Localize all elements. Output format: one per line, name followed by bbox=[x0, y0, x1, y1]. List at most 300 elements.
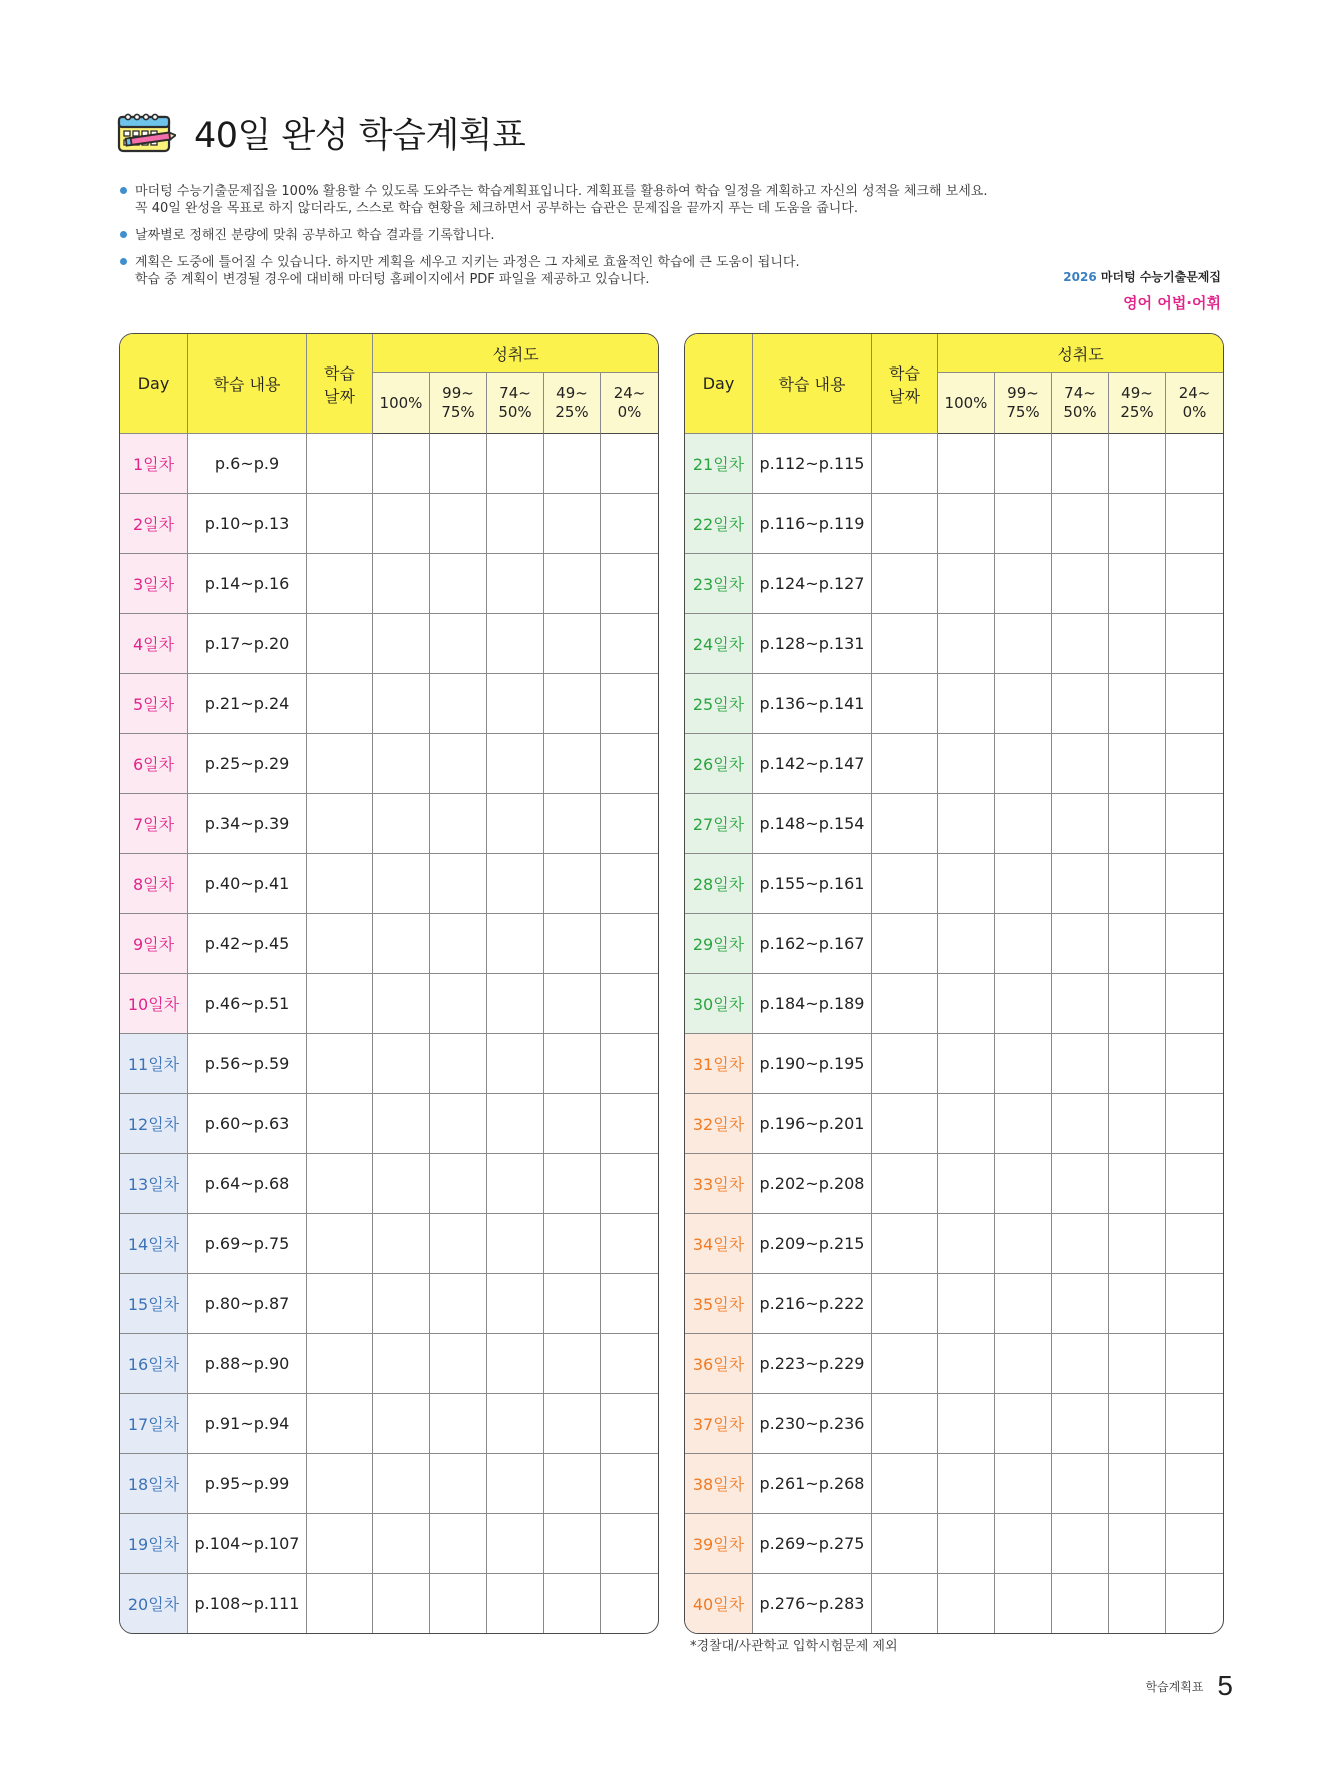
plan-row bbox=[685, 614, 1223, 674]
page-range: p.64~p.68 bbox=[188, 1154, 307, 1214]
achievement-cell[interactable] bbox=[1109, 494, 1166, 554]
achievement-cell[interactable] bbox=[938, 494, 995, 554]
achievement-cell[interactable] bbox=[995, 1034, 1052, 1094]
achievement-cell[interactable] bbox=[601, 1274, 658, 1334]
study-date-cell[interactable] bbox=[872, 974, 938, 1034]
intro-text: 꼭 40일 완성을 목표로 하지 않더라도, 스스로 학습 현황을 체크하면서 공부하는 습관은 문제집을 끝까지 푸는 데 도움을 줍니다. bbox=[135, 201, 858, 216]
achievement-cell[interactable] bbox=[601, 1454, 658, 1514]
intro-bullet-1 bbox=[120, 183, 1120, 217]
study-date-cell[interactable] bbox=[872, 914, 938, 974]
achievement-cell[interactable] bbox=[430, 1154, 487, 1214]
plan-row bbox=[685, 1034, 1223, 1094]
achievement-cell[interactable] bbox=[1166, 1454, 1223, 1514]
day-label: 3일차 bbox=[120, 554, 188, 614]
achievement-cell[interactable] bbox=[601, 554, 658, 614]
achievement-cell[interactable] bbox=[1109, 914, 1166, 974]
achievement-cell[interactable] bbox=[373, 614, 430, 674]
study-date-cell[interactable] bbox=[872, 494, 938, 554]
intro-text: 학습 중 계획이 변경될 경우에 대비해 마더텅 홈페이지에서 PDF 파일을 제공하고 있습니다. bbox=[135, 272, 650, 287]
achievement-cell[interactable] bbox=[995, 974, 1052, 1034]
achievement-cell[interactable] bbox=[430, 1094, 487, 1154]
achievement-cell[interactable] bbox=[487, 434, 544, 494]
achievement-cell[interactable] bbox=[1166, 1514, 1223, 1574]
day-label: 12일차 bbox=[120, 1094, 188, 1154]
achievement-cell[interactable] bbox=[373, 1334, 430, 1394]
study-date-cell[interactable] bbox=[872, 1094, 938, 1154]
achievement-cell[interactable] bbox=[601, 794, 658, 854]
plan-table-left bbox=[119, 333, 659, 1634]
achievement-cell[interactable] bbox=[430, 734, 487, 794]
page-range: p.14~p.16 bbox=[188, 554, 307, 614]
achievement-cell[interactable] bbox=[1052, 914, 1109, 974]
achievement-cell[interactable] bbox=[544, 494, 601, 554]
achievement-cell[interactable] bbox=[995, 1094, 1052, 1154]
achievement-cell[interactable] bbox=[1052, 554, 1109, 614]
page-range: p.223~p.229 bbox=[753, 1334, 872, 1394]
achievement-cell[interactable] bbox=[430, 1214, 487, 1274]
achievement-cell[interactable] bbox=[487, 614, 544, 674]
page-range: p.190~p.195 bbox=[753, 1034, 872, 1094]
achievement-cell[interactable] bbox=[373, 1034, 430, 1094]
achievement-cell[interactable] bbox=[430, 1574, 487, 1633]
achievement-cell[interactable] bbox=[601, 1034, 658, 1094]
achievement-cell[interactable] bbox=[1052, 1514, 1109, 1574]
achievement-cell[interactable] bbox=[1166, 614, 1223, 674]
achievement-cell[interactable] bbox=[601, 674, 658, 734]
achievement-cell[interactable] bbox=[1109, 1214, 1166, 1274]
achievement-cell[interactable] bbox=[487, 674, 544, 734]
achievement-cell[interactable] bbox=[430, 1034, 487, 1094]
achievement-cell[interactable] bbox=[544, 554, 601, 614]
achievement-cell[interactable] bbox=[1109, 1094, 1166, 1154]
achievement-cell[interactable] bbox=[938, 854, 995, 914]
achievement-cell[interactable] bbox=[1166, 794, 1223, 854]
header-level-line2: 25% bbox=[555, 403, 589, 421]
achievement-cell[interactable] bbox=[938, 974, 995, 1034]
achievement-cell[interactable] bbox=[373, 1154, 430, 1214]
achievement-cell[interactable] bbox=[938, 734, 995, 794]
achievement-cell[interactable] bbox=[373, 1574, 430, 1633]
header-level bbox=[1166, 373, 1223, 434]
achievement-cell[interactable] bbox=[1109, 1454, 1166, 1514]
study-date-cell[interactable] bbox=[307, 434, 373, 494]
achievement-cell[interactable] bbox=[601, 1214, 658, 1274]
study-date-cell[interactable] bbox=[307, 734, 373, 794]
achievement-cell[interactable] bbox=[373, 734, 430, 794]
achievement-cell[interactable] bbox=[995, 914, 1052, 974]
achievement-cell[interactable] bbox=[938, 554, 995, 614]
achievement-cell[interactable] bbox=[995, 554, 1052, 614]
study-date-cell[interactable] bbox=[872, 674, 938, 734]
achievement-cell[interactable] bbox=[1052, 614, 1109, 674]
header-date-line2: 날짜 bbox=[889, 386, 920, 406]
achievement-cell[interactable] bbox=[601, 1574, 658, 1633]
header-level bbox=[938, 373, 995, 434]
achievement-cell[interactable] bbox=[1109, 1274, 1166, 1334]
achievement-cell[interactable] bbox=[1166, 434, 1223, 494]
achievement-cell[interactable] bbox=[601, 854, 658, 914]
achievement-cell[interactable] bbox=[373, 854, 430, 914]
achievement-cell[interactable] bbox=[544, 1214, 601, 1274]
achievement-cell[interactable] bbox=[544, 914, 601, 974]
study-date-cell[interactable] bbox=[872, 1034, 938, 1094]
intro-bullet-3 bbox=[120, 254, 1120, 288]
plan-row bbox=[120, 1214, 658, 1274]
achievement-cell[interactable] bbox=[373, 554, 430, 614]
achievement-cell[interactable] bbox=[1052, 494, 1109, 554]
achievement-cell[interactable] bbox=[1166, 674, 1223, 734]
achievement-cell[interactable] bbox=[938, 1034, 995, 1094]
achievement-cell[interactable] bbox=[1109, 794, 1166, 854]
achievement-cell[interactable] bbox=[487, 1394, 544, 1454]
achievement-cell[interactable] bbox=[430, 554, 487, 614]
achievement-cell[interactable] bbox=[995, 794, 1052, 854]
day-label: 26일차 bbox=[685, 734, 753, 794]
achievement-cell[interactable] bbox=[995, 1574, 1052, 1633]
achievement-cell[interactable] bbox=[487, 794, 544, 854]
achievement-cell[interactable] bbox=[1052, 1274, 1109, 1334]
achievement-cell[interactable] bbox=[544, 614, 601, 674]
achievement-cell[interactable] bbox=[1109, 1034, 1166, 1094]
plan-row bbox=[120, 914, 658, 974]
study-date-cell[interactable] bbox=[872, 1454, 938, 1514]
achievement-cell[interactable] bbox=[938, 794, 995, 854]
achievement-cell[interactable] bbox=[601, 434, 658, 494]
achievement-cell[interactable] bbox=[1166, 1274, 1223, 1334]
achievement-cell[interactable] bbox=[1166, 554, 1223, 614]
achievement-cell[interactable] bbox=[487, 1154, 544, 1214]
achievement-cell[interactable] bbox=[544, 1454, 601, 1514]
achievement-cell[interactable] bbox=[995, 1454, 1052, 1514]
achievement-cell[interactable] bbox=[995, 854, 1052, 914]
achievement-cell[interactable] bbox=[373, 974, 430, 1034]
achievement-cell[interactable] bbox=[1109, 1574, 1166, 1633]
achievement-cell[interactable] bbox=[601, 914, 658, 974]
achievement-cell[interactable] bbox=[1052, 1214, 1109, 1274]
achievement-cell[interactable] bbox=[544, 434, 601, 494]
plan-row bbox=[120, 674, 658, 734]
achievement-cell[interactable] bbox=[1052, 674, 1109, 734]
achievement-cell[interactable] bbox=[1052, 1334, 1109, 1394]
achievement-cell[interactable] bbox=[938, 914, 995, 974]
plan-row bbox=[685, 1214, 1223, 1274]
achievement-cell[interactable] bbox=[373, 434, 430, 494]
header-level-line2: 75% bbox=[1006, 403, 1040, 421]
achievement-cell[interactable] bbox=[938, 434, 995, 494]
day-label: 11일차 bbox=[120, 1034, 188, 1094]
achievement-cell[interactable] bbox=[544, 674, 601, 734]
achievement-cell[interactable] bbox=[938, 614, 995, 674]
achievement-cell[interactable] bbox=[1166, 974, 1223, 1034]
study-date-cell[interactable] bbox=[872, 1514, 938, 1574]
study-date-cell[interactable] bbox=[307, 1514, 373, 1574]
study-date-cell[interactable] bbox=[307, 794, 373, 854]
study-date-cell[interactable] bbox=[307, 674, 373, 734]
page-range: p.10~p.13 bbox=[188, 494, 307, 554]
study-date-cell[interactable] bbox=[307, 1454, 373, 1514]
achievement-cell[interactable] bbox=[430, 914, 487, 974]
achievement-cell[interactable] bbox=[430, 1274, 487, 1334]
achievement-cell[interactable] bbox=[487, 494, 544, 554]
achievement-cell[interactable] bbox=[544, 1514, 601, 1574]
achievement-cell[interactable] bbox=[373, 1094, 430, 1154]
achievement-cell[interactable] bbox=[487, 1214, 544, 1274]
achievement-cell[interactable] bbox=[487, 554, 544, 614]
achievement-cell[interactable] bbox=[487, 914, 544, 974]
achievement-cell[interactable] bbox=[1052, 974, 1109, 1034]
day-label: 40일차 bbox=[685, 1574, 753, 1633]
achievement-cell[interactable] bbox=[1166, 734, 1223, 794]
header-level bbox=[1052, 373, 1109, 434]
achievement-cell[interactable] bbox=[487, 1094, 544, 1154]
achievement-cell[interactable] bbox=[1052, 1394, 1109, 1454]
achievement-cell[interactable] bbox=[1166, 494, 1223, 554]
achievement-cell[interactable] bbox=[1166, 1334, 1223, 1394]
achievement-cell[interactable] bbox=[373, 1514, 430, 1574]
achievement-cell[interactable] bbox=[601, 1154, 658, 1214]
page-range: p.34~p.39 bbox=[188, 794, 307, 854]
achievement-cell[interactable] bbox=[1166, 1214, 1223, 1274]
plan-row bbox=[120, 434, 658, 494]
study-date-cell[interactable] bbox=[307, 1154, 373, 1214]
achievement-cell[interactable] bbox=[995, 1334, 1052, 1394]
header-level-line2: 0% bbox=[617, 403, 642, 421]
achievement-cell[interactable] bbox=[430, 974, 487, 1034]
achievement-cell[interactable] bbox=[430, 614, 487, 674]
achievement-cell[interactable] bbox=[995, 1514, 1052, 1574]
achievement-cell[interactable] bbox=[373, 794, 430, 854]
achievement-cell[interactable] bbox=[601, 614, 658, 674]
achievement-cell[interactable] bbox=[995, 494, 1052, 554]
achievement-cell[interactable] bbox=[1109, 1154, 1166, 1214]
achievement-cell[interactable] bbox=[995, 434, 1052, 494]
achievement-cell[interactable] bbox=[1052, 1574, 1109, 1633]
achievement-cell[interactable] bbox=[544, 1034, 601, 1094]
achievement-cell[interactable] bbox=[487, 1454, 544, 1514]
header-level-line1: 24~ bbox=[1178, 384, 1211, 402]
achievement-cell[interactable] bbox=[373, 674, 430, 734]
study-date-cell[interactable] bbox=[872, 1394, 938, 1454]
achievement-cell[interactable] bbox=[938, 1154, 995, 1214]
achievement-cell[interactable] bbox=[544, 974, 601, 1034]
plan-row bbox=[685, 854, 1223, 914]
study-date-cell[interactable] bbox=[307, 1394, 373, 1454]
day-label: 37일차 bbox=[685, 1394, 753, 1454]
achievement-cell[interactable] bbox=[487, 1574, 544, 1633]
day-label: 33일차 bbox=[685, 1154, 753, 1214]
page-range: p.6~p.9 bbox=[188, 434, 307, 494]
header-date-line2: 날짜 bbox=[324, 386, 355, 406]
achievement-cell[interactable] bbox=[430, 674, 487, 734]
achievement-cell[interactable] bbox=[1052, 434, 1109, 494]
achievement-cell[interactable] bbox=[601, 734, 658, 794]
achievement-cell[interactable] bbox=[430, 854, 487, 914]
plan-row bbox=[685, 1454, 1223, 1514]
plan-row bbox=[120, 1274, 658, 1334]
study-date-cell[interactable] bbox=[307, 1034, 373, 1094]
achievement-cell[interactable] bbox=[938, 1454, 995, 1514]
achievement-cell[interactable] bbox=[487, 734, 544, 794]
study-date-cell[interactable] bbox=[872, 554, 938, 614]
study-date-cell[interactable] bbox=[307, 494, 373, 554]
achievement-cell[interactable] bbox=[995, 1274, 1052, 1334]
study-date-cell[interactable] bbox=[307, 914, 373, 974]
day-label: 4일차 bbox=[120, 614, 188, 674]
study-date-cell[interactable] bbox=[872, 1274, 938, 1334]
page-range: p.108~p.111 bbox=[188, 1574, 307, 1633]
achievement-cell[interactable] bbox=[544, 1274, 601, 1334]
achievement-cell[interactable] bbox=[938, 1514, 995, 1574]
achievement-cell[interactable] bbox=[995, 1214, 1052, 1274]
study-date-cell[interactable] bbox=[307, 1334, 373, 1394]
achievement-cell[interactable] bbox=[487, 1334, 544, 1394]
study-date-cell[interactable] bbox=[872, 614, 938, 674]
page-range: p.261~p.268 bbox=[753, 1454, 872, 1514]
achievement-cell[interactable] bbox=[430, 1334, 487, 1394]
achievement-cell[interactable] bbox=[487, 974, 544, 1034]
achievement-cell[interactable] bbox=[544, 734, 601, 794]
plan-row bbox=[120, 1574, 658, 1633]
achievement-cell[interactable] bbox=[487, 1034, 544, 1094]
achievement-cell[interactable] bbox=[544, 1154, 601, 1214]
achievement-cell[interactable] bbox=[1052, 854, 1109, 914]
achievement-cell[interactable] bbox=[1109, 674, 1166, 734]
study-date-cell[interactable] bbox=[872, 1154, 938, 1214]
study-date-cell[interactable] bbox=[872, 434, 938, 494]
study-date-cell[interactable] bbox=[307, 614, 373, 674]
achievement-cell[interactable] bbox=[938, 1394, 995, 1454]
page-footer bbox=[1145, 1670, 1233, 1702]
achievement-cell[interactable] bbox=[373, 914, 430, 974]
achievement-cell[interactable] bbox=[1109, 434, 1166, 494]
achievement-cell[interactable] bbox=[1052, 1454, 1109, 1514]
header-level-line1: 24~ bbox=[613, 384, 646, 402]
achievement-cell[interactable] bbox=[430, 1454, 487, 1514]
achievement-cell[interactable] bbox=[430, 1394, 487, 1454]
achievement-cell[interactable] bbox=[1052, 1154, 1109, 1214]
achievement-cell[interactable] bbox=[1109, 854, 1166, 914]
day-label: 30일차 bbox=[685, 974, 753, 1034]
header-achievement: 성취도 bbox=[373, 334, 658, 373]
achievement-cell[interactable] bbox=[430, 1514, 487, 1574]
achievement-cell[interactable] bbox=[430, 494, 487, 554]
achievement-cell[interactable] bbox=[601, 1394, 658, 1454]
study-date-cell[interactable] bbox=[872, 1214, 938, 1274]
header-level-line1: 100% bbox=[944, 393, 988, 412]
study-date-cell[interactable] bbox=[307, 854, 373, 914]
achievement-cell[interactable] bbox=[1109, 1514, 1166, 1574]
achievement-cell[interactable] bbox=[601, 494, 658, 554]
achievement-cell[interactable] bbox=[487, 1514, 544, 1574]
study-date-cell[interactable] bbox=[307, 1274, 373, 1334]
study-date-cell[interactable] bbox=[872, 794, 938, 854]
achievement-cell[interactable] bbox=[1166, 1154, 1223, 1214]
header-level-line1: 49~ bbox=[556, 384, 588, 402]
achievement-cell[interactable] bbox=[373, 1274, 430, 1334]
page-header bbox=[116, 108, 525, 158]
study-date-cell[interactable] bbox=[872, 854, 938, 914]
achievement-cell[interactable] bbox=[938, 1574, 995, 1633]
achievement-cell[interactable] bbox=[373, 1454, 430, 1514]
study-date-cell[interactable] bbox=[307, 554, 373, 614]
achievement-cell[interactable] bbox=[995, 1394, 1052, 1454]
achievement-cell[interactable] bbox=[601, 1514, 658, 1574]
study-date-cell[interactable] bbox=[872, 1574, 938, 1633]
achievement-cell[interactable] bbox=[544, 1574, 601, 1633]
achievement-cell[interactable] bbox=[1109, 1334, 1166, 1394]
achievement-cell[interactable] bbox=[601, 1334, 658, 1394]
study-date-cell[interactable] bbox=[307, 1094, 373, 1154]
study-date-cell[interactable] bbox=[307, 974, 373, 1034]
achievement-cell[interactable] bbox=[1109, 554, 1166, 614]
achievement-cell[interactable] bbox=[1052, 1094, 1109, 1154]
achievement-cell[interactable] bbox=[1166, 1034, 1223, 1094]
achievement-cell[interactable] bbox=[938, 1274, 995, 1334]
achievement-cell[interactable] bbox=[1166, 854, 1223, 914]
achievement-cell[interactable] bbox=[544, 794, 601, 854]
study-date-cell[interactable] bbox=[872, 1334, 938, 1394]
study-date-cell[interactable] bbox=[307, 1574, 373, 1633]
achievement-cell[interactable] bbox=[938, 674, 995, 734]
achievement-cell[interactable] bbox=[1052, 794, 1109, 854]
achievement-cell[interactable] bbox=[544, 854, 601, 914]
achievement-cell[interactable] bbox=[430, 434, 487, 494]
achievement-cell[interactable] bbox=[601, 974, 658, 1034]
achievement-cell[interactable] bbox=[995, 614, 1052, 674]
achievement-cell[interactable] bbox=[1109, 974, 1166, 1034]
achievement-cell[interactable] bbox=[430, 794, 487, 854]
achievement-cell[interactable] bbox=[373, 1214, 430, 1274]
achievement-cell[interactable] bbox=[544, 1394, 601, 1454]
achievement-cell[interactable] bbox=[1166, 1394, 1223, 1454]
page-range: p.21~p.24 bbox=[188, 674, 307, 734]
study-date-cell[interactable] bbox=[307, 1214, 373, 1274]
achievement-cell[interactable] bbox=[1052, 1034, 1109, 1094]
achievement-cell[interactable] bbox=[938, 1214, 995, 1274]
achievement-cell[interactable] bbox=[601, 1094, 658, 1154]
achievement-cell[interactable] bbox=[995, 1154, 1052, 1214]
achievement-cell[interactable] bbox=[544, 1094, 601, 1154]
plan-row bbox=[685, 1394, 1223, 1454]
intro-text: 날짜별로 정해진 분량에 맞춰 공부하고 학습 결과를 기록합니다. bbox=[135, 228, 495, 243]
achievement-cell[interactable] bbox=[1166, 1094, 1223, 1154]
achievement-cell[interactable] bbox=[938, 1094, 995, 1154]
achievement-cell[interactable] bbox=[487, 854, 544, 914]
achievement-cell[interactable] bbox=[373, 1394, 430, 1454]
achievement-cell[interactable] bbox=[938, 1334, 995, 1394]
day-label: 29일차 bbox=[685, 914, 753, 974]
study-date-cell[interactable] bbox=[872, 734, 938, 794]
achievement-cell[interactable] bbox=[1109, 734, 1166, 794]
header-level bbox=[430, 373, 487, 434]
day-label: 25일차 bbox=[685, 674, 753, 734]
achievement-cell[interactable] bbox=[544, 1334, 601, 1394]
achievement-cell[interactable] bbox=[1109, 1394, 1166, 1454]
plan-row bbox=[120, 1394, 658, 1454]
achievement-cell[interactable] bbox=[995, 734, 1052, 794]
achievement-cell[interactable] bbox=[373, 494, 430, 554]
achievement-cell[interactable] bbox=[995, 674, 1052, 734]
brand-subject: 영어 어법·어휘 bbox=[1123, 294, 1221, 312]
achievement-cell[interactable] bbox=[1052, 734, 1109, 794]
achievement-cell[interactable] bbox=[487, 1274, 544, 1334]
achievement-cell[interactable] bbox=[1166, 1574, 1223, 1633]
header-level-line2: 0% bbox=[1182, 403, 1207, 421]
day-label: 16일차 bbox=[120, 1334, 188, 1394]
page-range: p.155~p.161 bbox=[753, 854, 872, 914]
achievement-cell[interactable] bbox=[1166, 914, 1223, 974]
achievement-cell[interactable] bbox=[1109, 614, 1166, 674]
